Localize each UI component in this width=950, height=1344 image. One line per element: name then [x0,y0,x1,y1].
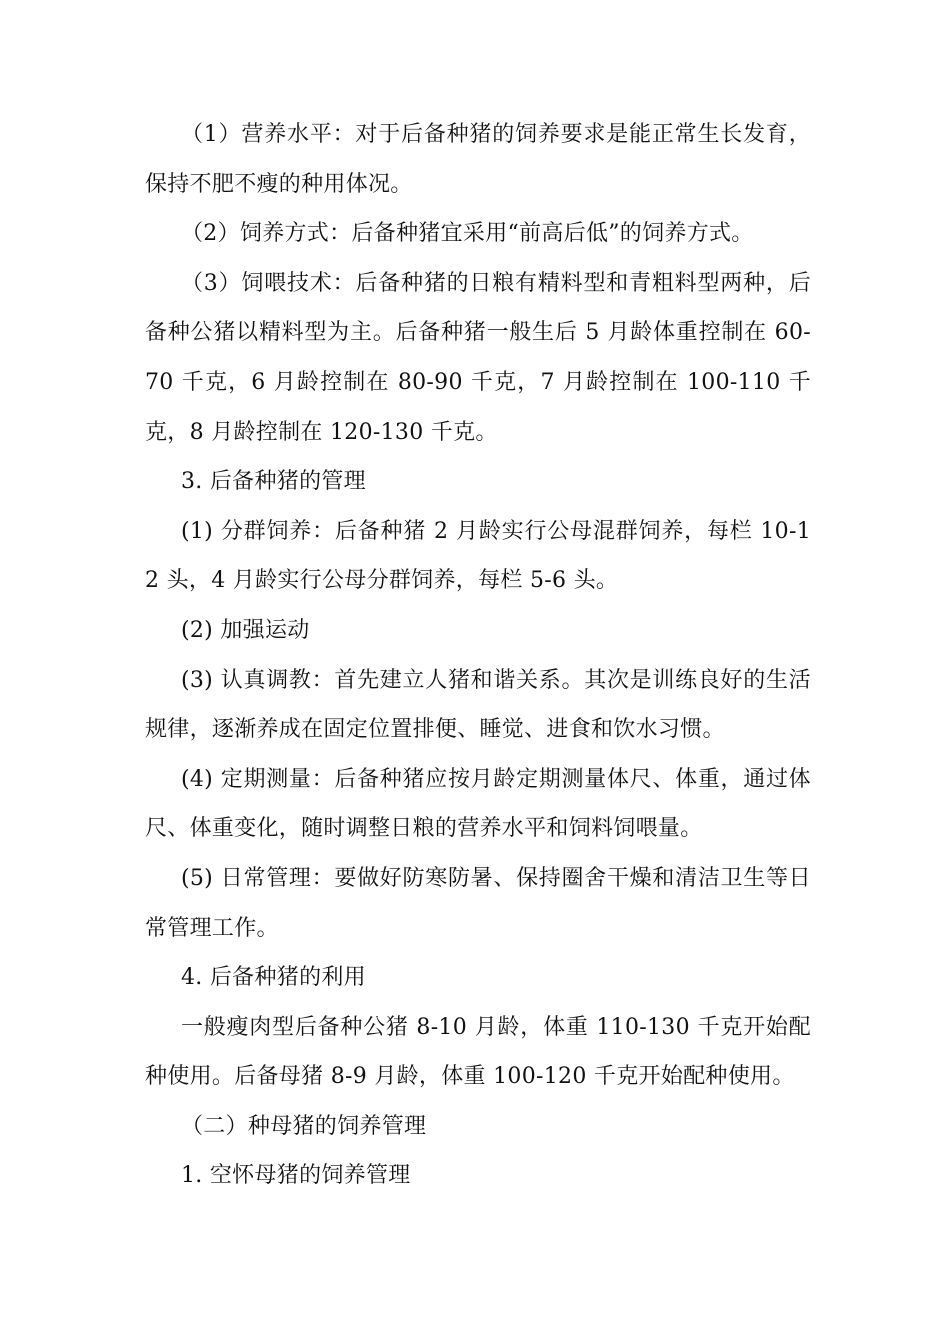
paragraph-feeding-technique: （3）饲喂技术：后备种猪的日粮有精料型和青粗料型两种，后备种公猪以精料型为主。后备种猪一般生后 5 月龄体重控制在 60-70 千克，6 月龄控制在 80-90 千克，7 月龄控制在 100-110 千克，8 月龄控制在 120-130 千克。 [145,270,811,445]
section-heading-empty-sow: 1. 空怀母猪的饲养管理 [181,1163,411,1189]
paragraph-exercise: (2) 加强运动 [181,617,310,643]
paragraph-utilization: 一般瘦肉型后备种公猪 8-10 月龄，体重 110-130 千克开始配种使用。后备母猪 8-9 月龄，体重 100-120 千克开始配种使用。 [145,1014,811,1090]
paragraph-feeding-method: （2）饲养方式：后备种猪宜采用“前高后低”的饲养方式。 [181,221,754,247]
section-heading-management: 3. 后备种猪的管理 [181,469,366,495]
section-heading-breeding-sow: （二）种母猪的饲养管理 [181,1113,427,1139]
paragraph-measurement: (4) 定期测量：后备种猪应按月龄定期测量体尺、体重，通过体尺、体重变化，随时调整日粮的营养水平和饲料饲喂量。 [145,766,811,842]
paragraph-daily-management: (5) 日常管理：要做好防寒防暑、保持圈舍干燥和清洁卫生等日常管理工作。 [145,865,811,941]
paragraph-group-feeding: (1) 分群饲养：后备种猪 2 月龄实行公母混群饲养，每栏 10-12 头，4 月龄实行公母分群饲养，每栏 5-6 头。 [145,518,811,594]
section-heading-utilization: 4. 后备种猪的利用 [181,965,366,991]
document-body [145,110,811,1201]
paragraph-training: (3) 认真调教：首先建立人猪和谐关系。其次是训练良好的生活规律，逐渐养成在固定位置排便、睡觉、进食和饮水习惯。 [145,667,811,743]
paragraph-nutrition-level: （1）营养水平：对于后备种猪的饲养要求是能正常生长发育，保持不肥不瘦的种用体况。 [145,122,811,197]
